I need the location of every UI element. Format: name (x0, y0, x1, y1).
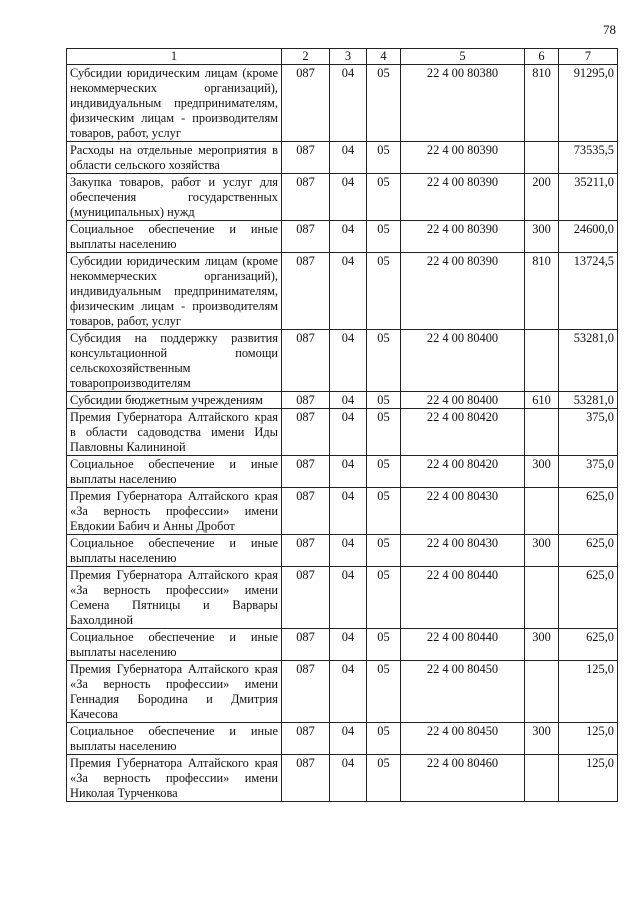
amount-cell: 625,0 (559, 488, 618, 535)
department-code-cell: 087 (282, 629, 330, 661)
table-row (67, 661, 618, 723)
expense-name-cell: Субсидия на поддержку развития консультационной помощи сельскохозяйственным товаропроизводителям (67, 330, 282, 392)
target-article-cell: 22 4 00 80390 (401, 174, 525, 221)
section-code-cell: 04 (330, 755, 367, 802)
section-code-cell: 04 (330, 142, 367, 174)
subsection-code-cell: 05 (367, 755, 401, 802)
section-code-cell: 04 (330, 65, 367, 142)
target-article-cell: 22 4 00 80400 (401, 330, 525, 392)
expense-type-cell: 300 (525, 221, 559, 253)
target-article-cell: 22 4 00 80390 (401, 142, 525, 174)
amount-cell: 125,0 (559, 755, 618, 802)
expense-name-cell: Социальное обеспечение и иные выплаты населению (67, 723, 282, 755)
department-code-cell: 087 (282, 567, 330, 629)
target-article-cell: 22 4 00 80450 (401, 661, 525, 723)
table-body (67, 65, 618, 802)
header-row (67, 49, 618, 65)
amount-cell: 125,0 (559, 723, 618, 755)
table-row (67, 535, 618, 567)
department-code-cell: 087 (282, 488, 330, 535)
table-row (67, 221, 618, 253)
table-row (67, 65, 618, 142)
table-row (67, 392, 618, 409)
section-code-cell: 04 (330, 174, 367, 221)
department-code-cell: 087 (282, 142, 330, 174)
expense-name-cell: Социальное обеспечение и иные выплаты населению (67, 456, 282, 488)
subsection-code-cell: 05 (367, 65, 401, 142)
expense-name-cell: Закупка товаров, работ и услуг для обеспечения государственных (муниципальных) нужд (67, 174, 282, 221)
target-article-cell: 22 4 00 80430 (401, 488, 525, 535)
table-row (67, 629, 618, 661)
amount-cell: 625,0 (559, 629, 618, 661)
expense-name-cell: Субсидии юридическим лицам (кроме некоммерческих организаций), индивидуальным предпринимателям, физическим лицам - производителям товаров, работ, услуг (67, 253, 282, 330)
amount-cell: 53281,0 (559, 330, 618, 392)
expense-type-cell (525, 567, 559, 629)
subsection-code-cell: 05 (367, 409, 401, 456)
subsection-code-cell: 05 (367, 253, 401, 330)
budget-table (66, 48, 618, 802)
expense-name-cell: Премия Губернатора Алтайского края «За верность профессии» имени Николая Турченкова (67, 755, 282, 802)
expense-type-cell (525, 330, 559, 392)
department-code-cell: 087 (282, 456, 330, 488)
table-row (67, 723, 618, 755)
table-row (67, 330, 618, 392)
department-code-cell: 087 (282, 221, 330, 253)
department-code-cell: 087 (282, 661, 330, 723)
table-row (67, 409, 618, 456)
target-article-cell: 22 4 00 80440 (401, 629, 525, 661)
department-code-cell: 087 (282, 65, 330, 142)
section-code-cell: 04 (330, 330, 367, 392)
table-row (67, 755, 618, 802)
expense-name-cell: Премия Губернатора Алтайского края «За верность профессии» имени Семена Пятницы и Варвары Бахолдиной (67, 567, 282, 629)
target-article-cell: 22 4 00 80440 (401, 567, 525, 629)
target-article-cell: 22 4 00 80390 (401, 221, 525, 253)
section-code-cell: 04 (330, 253, 367, 330)
expense-type-cell: 300 (525, 629, 559, 661)
expense-type-cell (525, 409, 559, 456)
expense-name-cell: Расходы на отдельные мероприятия в области сельского хозяйства (67, 142, 282, 174)
amount-cell: 625,0 (559, 567, 618, 629)
subsection-code-cell: 05 (367, 142, 401, 174)
expense-name-cell: Социальное обеспечение и иные выплаты населению (67, 221, 282, 253)
expense-name-cell: Социальное обеспечение и иные выплаты населению (67, 629, 282, 661)
subsection-code-cell: 05 (367, 629, 401, 661)
target-article-cell: 22 4 00 80400 (401, 392, 525, 409)
department-code-cell: 087 (282, 723, 330, 755)
section-code-cell: 04 (330, 221, 367, 253)
expense-name-cell: Премия Губернатора Алтайского края «За верность профессии» имени Евдокии Бабич и Анны Дробот (67, 488, 282, 535)
column-header-7: 7 (559, 49, 618, 65)
amount-cell: 375,0 (559, 409, 618, 456)
amount-cell: 91295,0 (559, 65, 618, 142)
department-code-cell: 087 (282, 174, 330, 221)
target-article-cell: 22 4 00 80420 (401, 409, 525, 456)
department-code-cell: 087 (282, 253, 330, 330)
section-code-cell: 04 (330, 392, 367, 409)
amount-cell: 24600,0 (559, 221, 618, 253)
subsection-code-cell: 05 (367, 392, 401, 409)
table-row (67, 567, 618, 629)
column-header-6: 6 (525, 49, 559, 65)
column-header-3: 3 (330, 49, 367, 65)
target-article-cell: 22 4 00 80430 (401, 535, 525, 567)
department-code-cell: 087 (282, 755, 330, 802)
expense-type-cell: 200 (525, 174, 559, 221)
department-code-cell: 087 (282, 330, 330, 392)
department-code-cell: 087 (282, 409, 330, 456)
table-row (67, 253, 618, 330)
expense-name-cell: Субсидии бюджетным учреждениям (67, 392, 282, 409)
section-code-cell: 04 (330, 409, 367, 456)
page-number: 78 (603, 22, 616, 37)
subsection-code-cell: 05 (367, 488, 401, 535)
subsection-code-cell: 05 (367, 567, 401, 629)
column-header-2: 2 (282, 49, 330, 65)
expense-name-cell: Премия Губернатора Алтайского края в области садоводства имени Иды Павловны Калининой (67, 409, 282, 456)
target-article-cell: 22 4 00 80450 (401, 723, 525, 755)
subsection-code-cell: 05 (367, 535, 401, 567)
table-row (67, 174, 618, 221)
expense-type-cell: 300 (525, 456, 559, 488)
subsection-code-cell: 05 (367, 456, 401, 488)
table-row (67, 456, 618, 488)
expense-name-cell: Премия Губернатора Алтайского края «За верность профессии» имени Геннадия Бородина и Дмитрия Качесова (67, 661, 282, 723)
amount-cell: 53281,0 (559, 392, 618, 409)
department-code-cell: 087 (282, 535, 330, 567)
target-article-cell: 22 4 00 80380 (401, 65, 525, 142)
column-header-5: 5 (401, 49, 525, 65)
amount-cell: 35211,0 (559, 174, 618, 221)
expense-type-cell (525, 142, 559, 174)
table-row (67, 488, 618, 535)
subsection-code-cell: 05 (367, 330, 401, 392)
expense-type-cell (525, 755, 559, 802)
subsection-code-cell: 05 (367, 221, 401, 253)
expense-name-cell: Социальное обеспечение и иные выплаты населению (67, 535, 282, 567)
expense-type-cell: 300 (525, 535, 559, 567)
section-code-cell: 04 (330, 456, 367, 488)
expense-type-cell (525, 661, 559, 723)
expense-type-cell: 300 (525, 723, 559, 755)
target-article-cell: 22 4 00 80420 (401, 456, 525, 488)
expense-type-cell: 810 (525, 65, 559, 142)
subsection-code-cell: 05 (367, 661, 401, 723)
amount-cell: 375,0 (559, 456, 618, 488)
target-article-cell: 22 4 00 80390 (401, 253, 525, 330)
amount-cell: 13724,5 (559, 253, 618, 330)
section-code-cell: 04 (330, 535, 367, 567)
section-code-cell: 04 (330, 723, 367, 755)
target-article-cell: 22 4 00 80460 (401, 755, 525, 802)
expense-type-cell: 810 (525, 253, 559, 330)
subsection-code-cell: 05 (367, 174, 401, 221)
department-code-cell: 087 (282, 392, 330, 409)
section-code-cell: 04 (330, 567, 367, 629)
amount-cell: 125,0 (559, 661, 618, 723)
section-code-cell: 04 (330, 661, 367, 723)
amount-cell: 625,0 (559, 535, 618, 567)
expense-type-cell (525, 488, 559, 535)
amount-cell: 73535,5 (559, 142, 618, 174)
expense-name-cell: Субсидии юридическим лицам (кроме некоммерческих организаций), индивидуальным предпринимателям, физическим лицам - производителям товаров, работ, услуг (67, 65, 282, 142)
table-row (67, 142, 618, 174)
expense-type-cell: 610 (525, 392, 559, 409)
column-header-1: 1 (67, 49, 282, 65)
section-code-cell: 04 (330, 629, 367, 661)
subsection-code-cell: 05 (367, 723, 401, 755)
column-header-4: 4 (367, 49, 401, 65)
section-code-cell: 04 (330, 488, 367, 535)
